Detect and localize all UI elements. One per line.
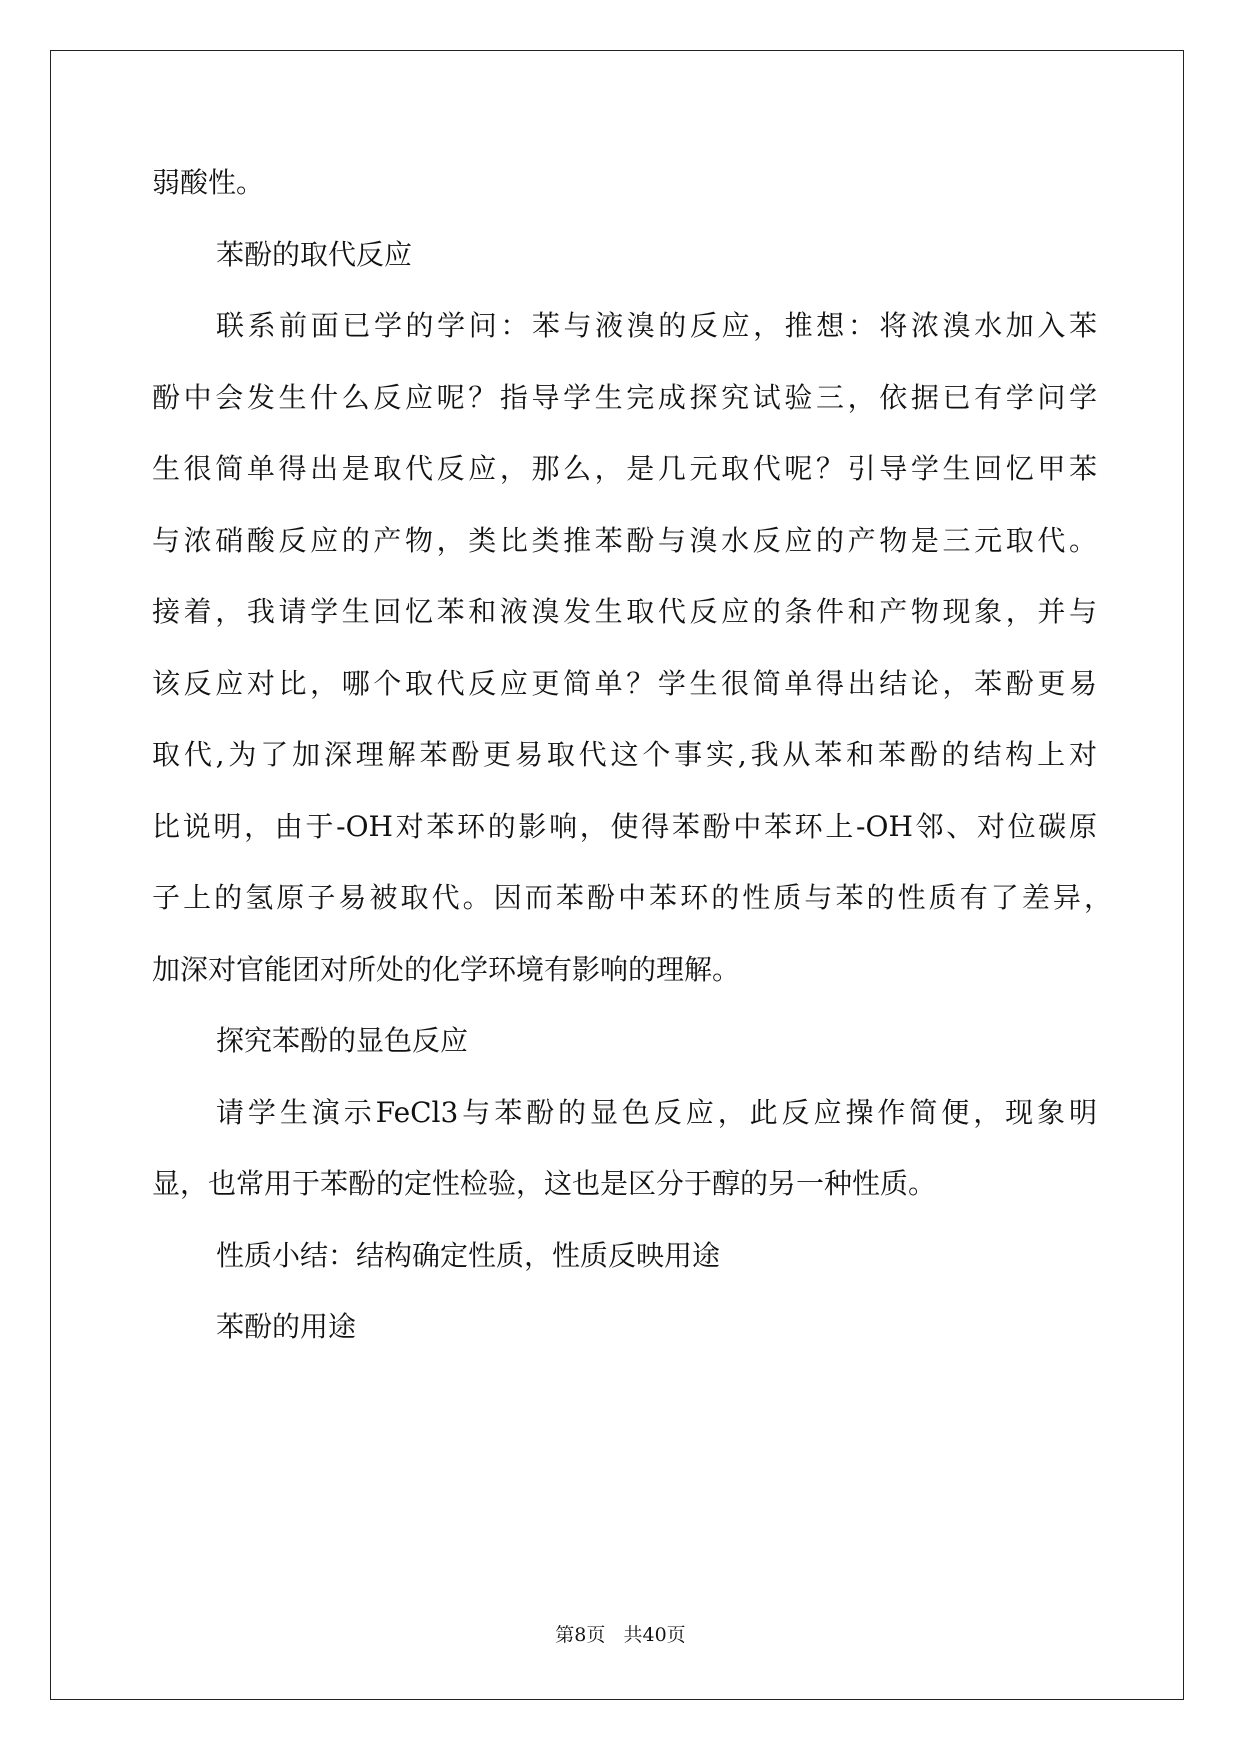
text-line: 与浓硝酸反应的产物，类比类推苯酚与溴水反应的产物是三元取代。 — [152, 524, 1097, 557]
text-line: 生很简单得出是取代反应，那么，是几元取代呢？引导学生回忆甲苯 — [152, 452, 1097, 485]
text-line: 比说明，由于-OH对苯环的影响，使得苯酚中苯环上-OH邻、对位碳原 — [152, 810, 1097, 843]
text-line: 联系前面已学的学问：苯与液溴的反应，推想：将浓溴水加入苯 — [216, 309, 1097, 342]
summary-line: 性质小结：结构确定性质，性质反映用途 — [216, 1239, 721, 1272]
text-line: 弱酸性。 — [152, 166, 265, 199]
text-line: 加深对官能团对所处的化学环境有影响的理解。 — [152, 953, 741, 986]
text-line: 显，也常用于苯酚的定性检验，这也是区分于醇的另一种性质。 — [152, 1167, 937, 1200]
section-heading-uses: 苯酚的用途 — [216, 1310, 357, 1343]
page-border — [50, 50, 1184, 1700]
text-line: 子上的氢原子易被取代。因而苯酚中苯环的性质与苯的性质有了差异， — [152, 881, 1112, 914]
text-line: 请学生演示FeCl3与苯酚的显色反应，此反应操作简便，现象明 — [216, 1096, 1097, 1129]
section-heading-substitution: 苯酚的取代反应 — [216, 238, 413, 271]
text-line: 酚中会发生什么反应呢？指导学生完成探究试验三，依据已有学问学 — [152, 381, 1097, 414]
page-number: 第8页 共40页 — [555, 1624, 686, 1646]
section-heading-color-reaction: 探究苯酚的显色反应 — [216, 1024, 469, 1057]
text-line: 接着，我请学生回忆苯和液溴发生取代反应的条件和产物现象，并与 — [152, 595, 1097, 628]
text-line: 取代,为了加深理解苯酚更易取代这个事实,我从苯和苯酚的结构上对 — [152, 738, 1097, 771]
text-line: 该反应对比，哪个取代反应更简单？学生很简单得出结论，苯酚更易 — [152, 667, 1097, 700]
